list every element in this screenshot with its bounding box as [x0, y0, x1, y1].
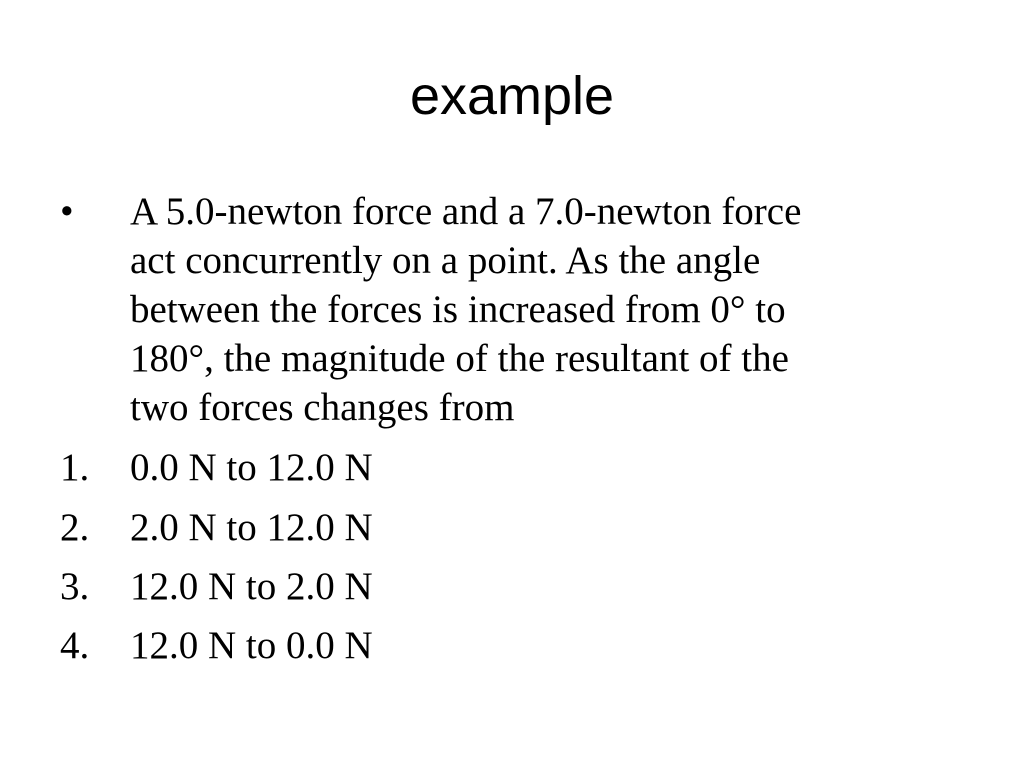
question-line: act concurrently on a point. As the angle	[130, 239, 761, 282]
question-bullet	[0, 187, 1024, 427]
option-text: 0.0 N to 12.0 N	[130, 446, 373, 489]
question-line: two forces changes from	[130, 386, 515, 429]
question-line: 180°, the magnitude of the resultant of the	[130, 337, 789, 380]
slide-title: example	[409, 66, 615, 126]
answer-option-1	[0, 443, 1024, 493]
option-text: 12.0 N to 0.0 N	[130, 624, 373, 667]
bullet-marker: •	[60, 190, 74, 233]
answer-option-4	[0, 621, 1024, 671]
option-number: 2.	[60, 506, 90, 549]
question-line: A 5.0-newton force and a 7.0-newton force	[130, 190, 802, 233]
option-text: 12.0 N to 2.0 N	[130, 565, 373, 608]
option-number: 3.	[60, 565, 90, 608]
option-text: 2.0 N to 12.0 N	[130, 506, 373, 549]
option-number: 4.	[60, 624, 90, 667]
answer-option-2	[0, 503, 1024, 553]
option-number: 1.	[60, 446, 90, 489]
question-line: between the forces is increased from 0° to	[130, 288, 786, 331]
answer-option-3	[0, 562, 1024, 612]
question-text	[130, 187, 990, 432]
